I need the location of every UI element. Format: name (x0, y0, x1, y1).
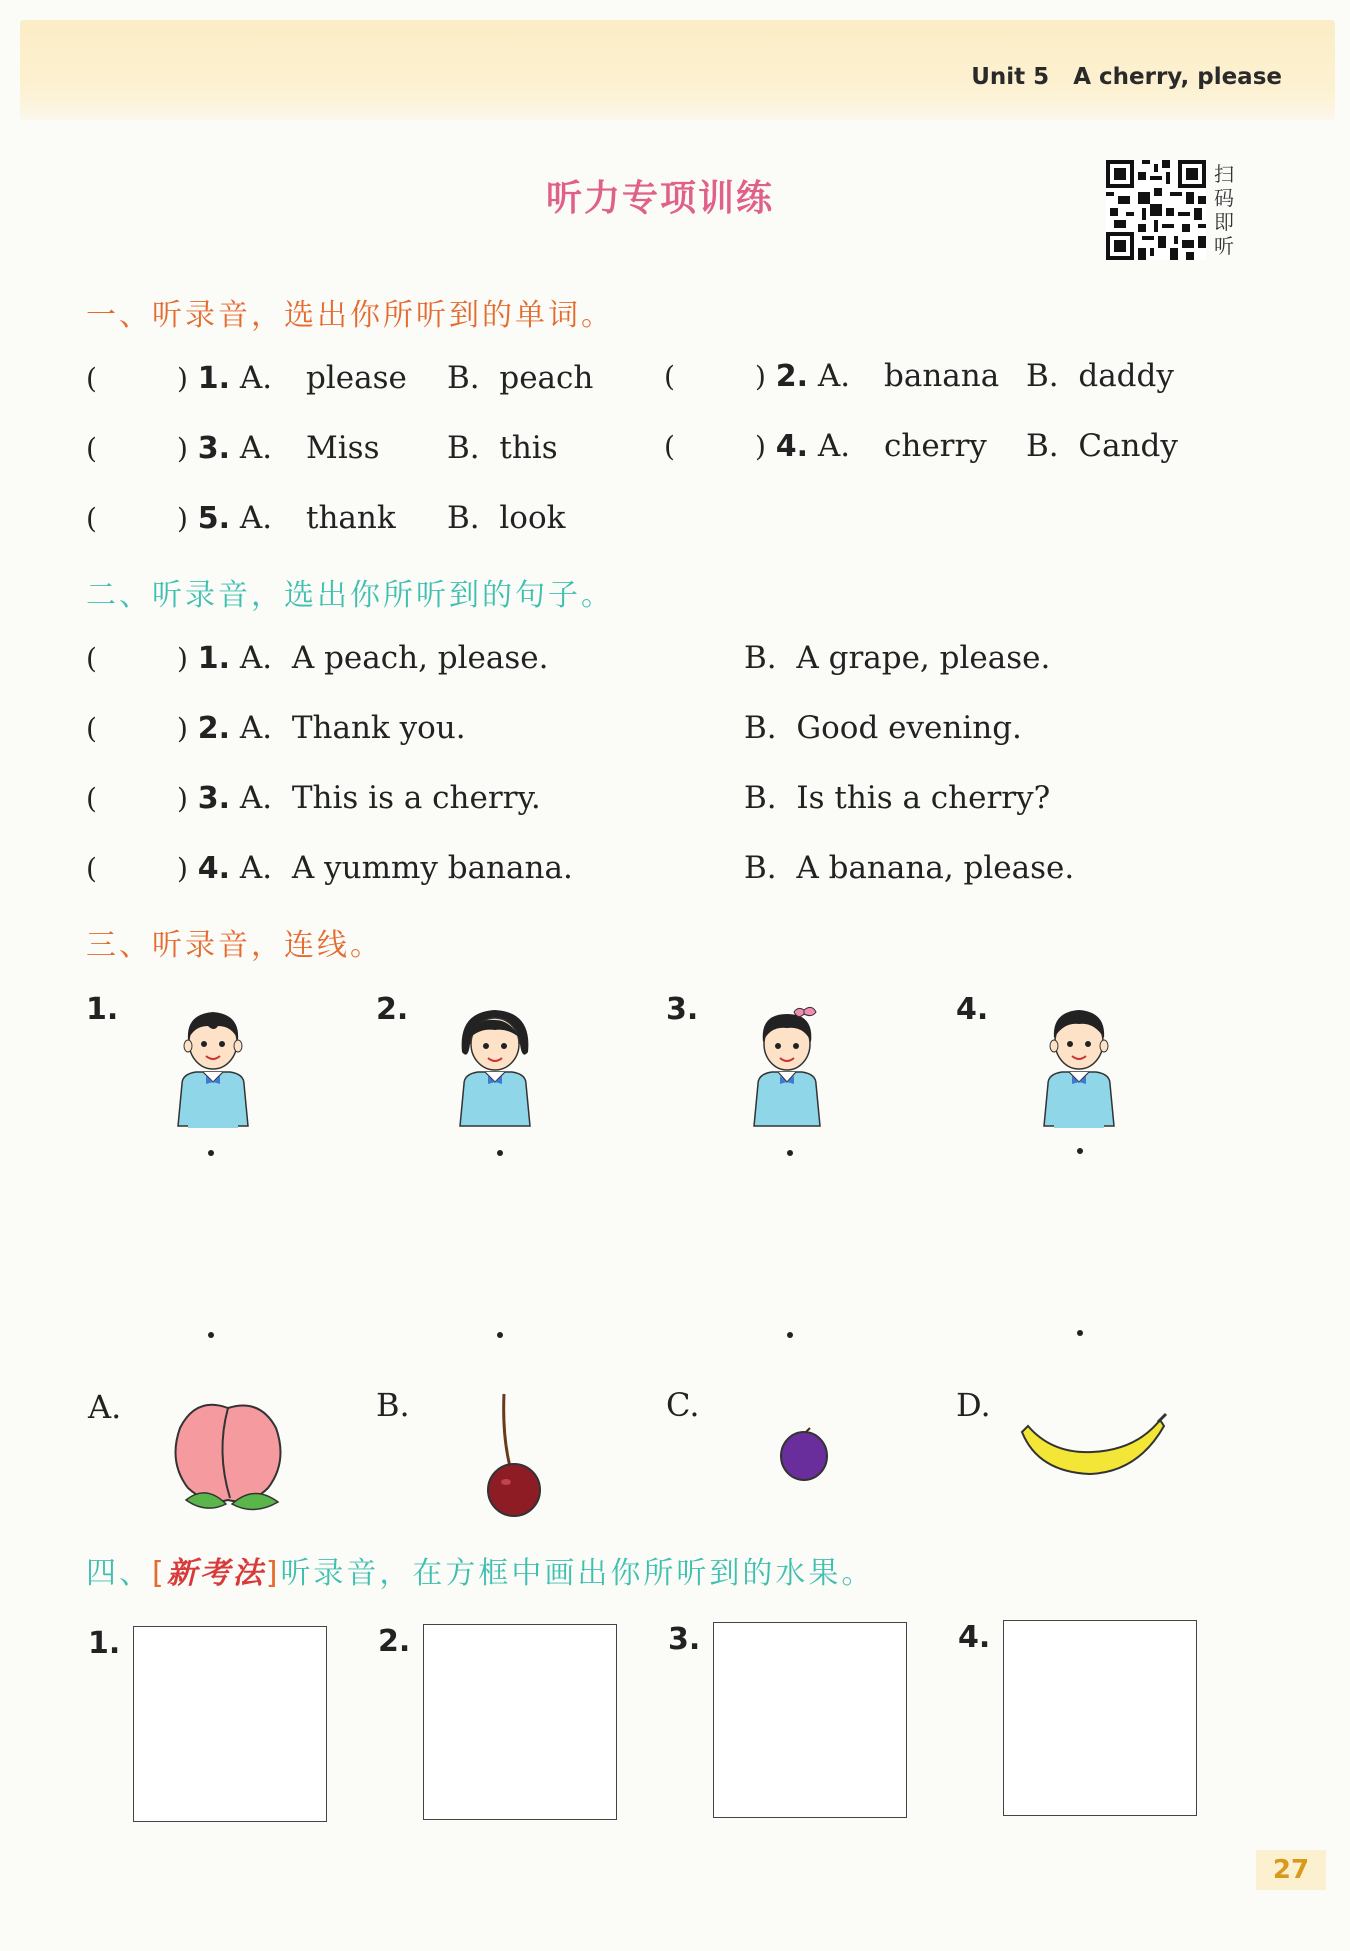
boy-icon (168, 998, 258, 1130)
person-number-3: 3. (666, 992, 699, 1027)
qr-scan-label: 扫 码 即 听 (1214, 162, 1234, 258)
s1-q5-b: B. look (447, 500, 566, 536)
fruit-label-b: B. (376, 1386, 410, 1424)
answer-bracket[interactable]: ( (664, 360, 675, 393)
section3-title: 三、听录音，连线。 (86, 928, 383, 963)
answer-bracket[interactable]: ( (86, 782, 97, 815)
match-dot-top-1[interactable] (208, 1150, 214, 1156)
girl-with-bow-icon (742, 998, 832, 1130)
fruit-label-d: D. (956, 1386, 991, 1424)
match-dot-bottom-b[interactable] (497, 1332, 503, 1338)
girl-short-hair-icon (450, 998, 540, 1130)
s2-q4: ( ) 4. A. A yummy banana. (86, 850, 573, 886)
cherry-icon (478, 1390, 548, 1520)
answer-bracket[interactable]: ( (86, 852, 97, 885)
s2-q2-b: B. Good evening. (744, 710, 1022, 746)
draw-box-number-4: 4. (958, 1620, 991, 1655)
answer-bracket[interactable]: ( (86, 712, 97, 745)
s1-q4-b: B. Candy (1026, 428, 1178, 464)
section4-title: 四、[新考法]听录音，在方框中画出你所听到的水果。 (86, 1556, 875, 1591)
unit-title: Unit 5 A cherry, please (971, 64, 1282, 90)
qr-code-icon[interactable] (1106, 160, 1206, 260)
person-number-1: 1. (86, 992, 119, 1027)
fruit-label-c: C. (666, 1386, 700, 1424)
s1-q4-a: cherry (884, 428, 987, 464)
s1-q1-a: please (306, 360, 407, 396)
answer-bracket[interactable]: ( (86, 362, 97, 395)
match-dot-bottom-d[interactable] (1077, 1330, 1083, 1336)
s2-q1-b: B. A grape, please. (744, 640, 1051, 676)
drawing-box-4[interactable] (1003, 1620, 1197, 1816)
draw-box-number-1: 1. (88, 1626, 121, 1661)
s1-q3-b: B. this (447, 430, 558, 466)
draw-box-number-3: 3. (668, 1622, 701, 1657)
answer-bracket[interactable]: ( (86, 642, 97, 675)
banana-icon (1018, 1412, 1170, 1492)
s1-q1: ( ) 1. A. (86, 360, 273, 396)
s1-q2-a: banana (884, 358, 1000, 394)
person-number-2: 2. (376, 992, 409, 1027)
match-dot-bottom-a[interactable] (208, 1332, 214, 1338)
page-number: 27 (1256, 1850, 1326, 1890)
section1-title: 一、听录音，选出你所听到的单词。 (86, 298, 614, 333)
s1-q3: ( ) 3. A. (86, 430, 273, 466)
boy-icon (1034, 998, 1124, 1130)
fruit-label-a: A. (88, 1388, 122, 1426)
s2-q1: ( ) 1. A. A peach, please. (86, 640, 549, 676)
match-dot-top-2[interactable] (497, 1150, 503, 1156)
draw-box-number-2: 2. (378, 1624, 411, 1659)
peach-icon (166, 1392, 292, 1522)
drawing-box-1[interactable] (133, 1626, 327, 1822)
drawing-box-3[interactable] (713, 1622, 907, 1818)
answer-bracket[interactable]: ( (86, 502, 97, 535)
drawing-box-2[interactable] (423, 1624, 617, 1820)
s2-q3-b: B. Is this a cherry? (744, 780, 1051, 816)
answer-bracket[interactable]: ( (664, 430, 675, 463)
section2-title: 二、听录音，选出你所听到的句子。 (86, 578, 614, 613)
s1-q2-b: B. daddy (1026, 358, 1174, 394)
s1-q5: ( ) 5. A. (86, 500, 273, 536)
person-number-4: 4. (956, 992, 989, 1027)
s2-q2: ( ) 2. A. Thank you. (86, 710, 466, 746)
match-dot-top-3[interactable] (787, 1150, 793, 1156)
answer-bracket[interactable]: ( (86, 432, 97, 465)
s2-q3: ( ) 3. A. This is a cherry. (86, 780, 541, 816)
match-dot-top-4[interactable] (1077, 1148, 1083, 1154)
s1-q4: ( ) 4. A. (664, 428, 851, 464)
match-dot-bottom-c[interactable] (787, 1332, 793, 1338)
grape-icon (776, 1426, 832, 1482)
s2-q4-b: B. A banana, please. (744, 850, 1075, 886)
s1-q2: ( ) 2. A. (664, 358, 851, 394)
page-title: 听力专项训练 (545, 178, 774, 219)
s1-q1-b: B. peach (447, 360, 594, 396)
s1-q5-a: thank (306, 500, 396, 536)
s1-q3-a: Miss (306, 430, 380, 466)
